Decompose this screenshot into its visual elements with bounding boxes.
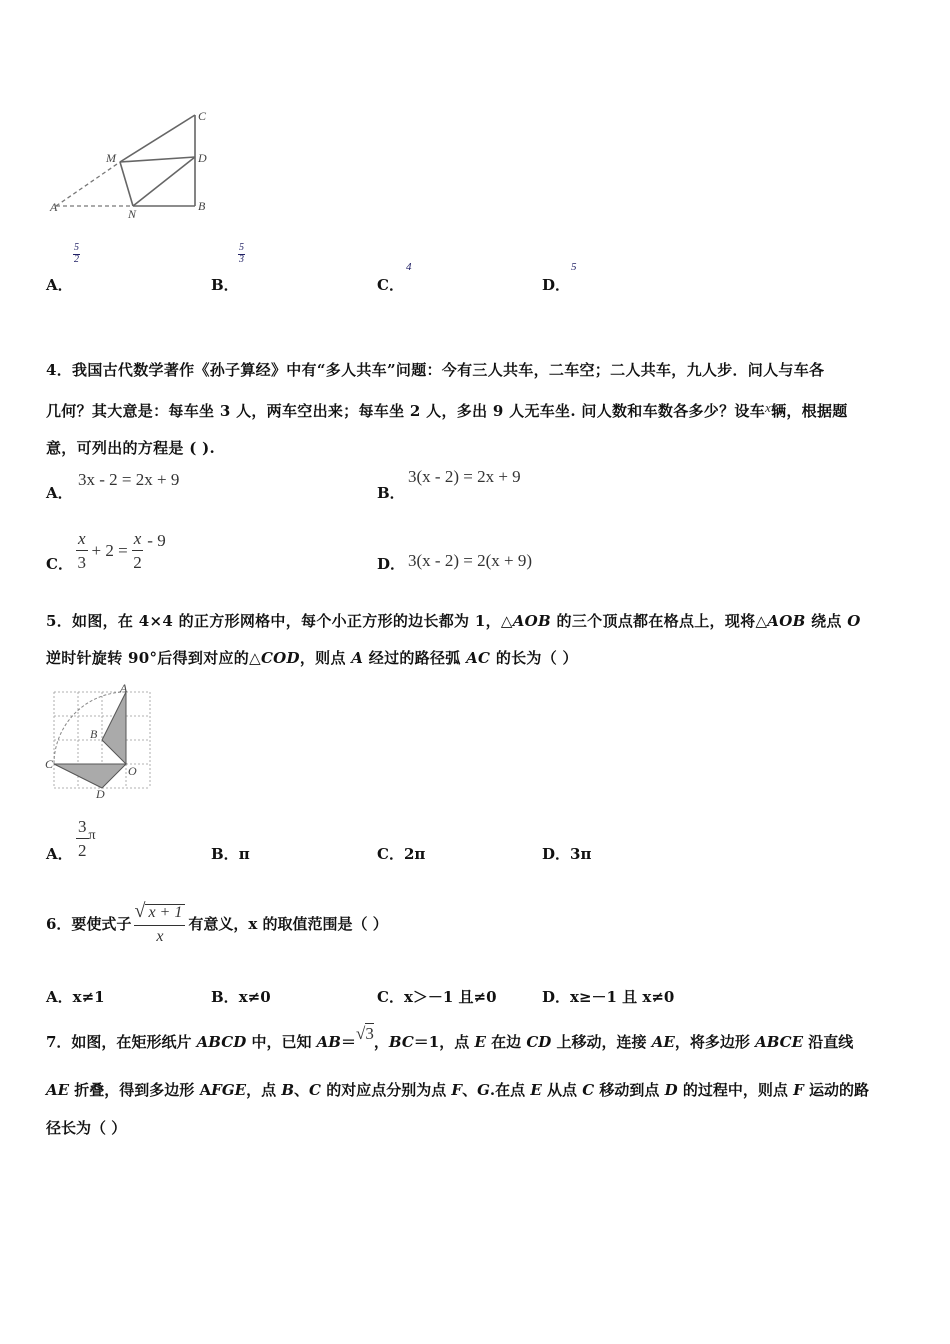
q3-label-n: N bbox=[128, 207, 137, 220]
option-label: D． bbox=[542, 276, 571, 294]
q3-option-b[interactable] bbox=[211, 274, 239, 295]
q3-label-a: A bbox=[50, 200, 58, 214]
q3-line-mc bbox=[120, 115, 195, 162]
q7-line-3: 径长为（ ） bbox=[46, 1119, 127, 1137]
q3-line-md bbox=[120, 157, 195, 162]
q3-figure bbox=[48, 104, 218, 220]
q6-stem: 6．要使式子 √ x + 1 x 有意义，x 的取值范围是（ ） bbox=[46, 900, 388, 945]
q4-option-a[interactable]: A． bbox=[46, 484, 73, 502]
q3-option-d-value: 5 bbox=[571, 261, 577, 273]
q3-line-nd bbox=[133, 157, 195, 206]
sqrt-icon: √ bbox=[356, 1024, 366, 1043]
q4-option-d[interactable]: D． bbox=[377, 555, 406, 573]
q6-option-a[interactable]: A．x≠1 bbox=[46, 988, 105, 1006]
q5-label-d: D bbox=[96, 787, 105, 800]
q5-label-b: B bbox=[90, 727, 98, 741]
q3-label-b: B bbox=[198, 199, 206, 213]
q4-line-3: 意，可列出的方程是 ( ). bbox=[46, 439, 216, 457]
q7-line-2: AE 折叠，得到多边形 AFGE，点 B、C 的对应点分别为点 F、G.在点 E 从点 C 移动到点 D 的过程中，则点 F 运动的路 bbox=[46, 1081, 870, 1099]
q5-option-a[interactable]: A． bbox=[46, 845, 73, 863]
q3-dashed-am bbox=[56, 162, 120, 206]
q6-option-b[interactable]: B．x≠0 bbox=[211, 988, 271, 1006]
q5-triangle-cod bbox=[54, 764, 126, 788]
q3-label-d: D bbox=[198, 151, 207, 165]
q3-line-mn bbox=[120, 162, 133, 206]
q5-label-a: A bbox=[120, 684, 128, 695]
q5-label-c: C bbox=[45, 757, 54, 771]
q4-option-d-equation: 3(x - 2) = 2(x + 9) bbox=[408, 551, 532, 570]
q5-line-1: 5．如图，在 4×4 的正方形网格中，每个小正方形的边长都为 1，△AOB 的三个顶点都在格点上，现将△AOB 绕点 O bbox=[46, 612, 861, 630]
q5-stem bbox=[46, 603, 908, 677]
q4-option-c[interactable]: C． bbox=[46, 555, 73, 573]
q3-option-d[interactable] bbox=[542, 274, 570, 295]
q3-label-c: C bbox=[198, 109, 207, 123]
q5-figure bbox=[44, 684, 156, 800]
q4-option-b-equation: 3(x - 2) = 2x + 9 bbox=[408, 467, 521, 486]
q6-option-d[interactable]: D．x≥－1 且 x≠0 bbox=[542, 988, 675, 1006]
q5-label-o: O bbox=[128, 764, 137, 778]
q3-option-c[interactable] bbox=[377, 274, 404, 295]
q4-option-a-equation: 3x - 2 = 2x + 9 bbox=[78, 470, 180, 489]
q3-option-c-value: 4 bbox=[406, 261, 412, 273]
q4-line-1: 4．我国古代数学著作《孙子算经》中有“多人共车”问题：今有三人共车，二车空；二人共车，九人步．问人与车各 bbox=[46, 361, 825, 379]
sqrt-icon: √ bbox=[134, 900, 146, 922]
q3-option-a-fraction: $\frac{5}{2}$ bbox=[74, 242, 79, 265]
q4-stem bbox=[46, 352, 908, 467]
q6-expression: √ x + 1 x bbox=[134, 901, 185, 945]
q5-option-b[interactable]: B．π bbox=[211, 845, 250, 863]
option-label: B． bbox=[211, 276, 239, 294]
q3-label-m: M bbox=[106, 151, 116, 165]
option-label: A． bbox=[46, 276, 73, 294]
q3-option-a[interactable] bbox=[46, 274, 73, 295]
q5-option-d[interactable]: D．3π bbox=[542, 845, 592, 863]
q5-triangle-aob bbox=[102, 692, 126, 764]
q7-sqrt: √3 bbox=[356, 1024, 374, 1043]
q4-c-left-fraction: $\frac{x}{3}$ bbox=[77, 529, 87, 572]
q3-option-b-fraction: $\frac{5}{3}$ bbox=[239, 242, 244, 265]
q4-c-right-fraction: $\frac{x}{2}$ bbox=[133, 529, 142, 572]
q6-option-c[interactable]: C．x＞－1 且≠0 bbox=[377, 988, 497, 1006]
q5-option-a-value: $\frac{3}{2}$ π bbox=[78, 817, 96, 860]
q5-option-c[interactable]: C．2π bbox=[377, 845, 426, 863]
q7-line-1: 7．如图，在矩形纸片 ABCD 中，已知 AB＝√3，BC＝1，点 E 在边 CD 上移动，连接 AE，将多边形 ABCE 沿直线 bbox=[46, 1024, 854, 1051]
q4-option-b[interactable]: B． bbox=[377, 484, 405, 502]
q5-line-2: 逆时针旋转 90°后得到对应的△COD，则点 A 经过的路径弧 AC 的长为（ ） bbox=[46, 649, 578, 667]
q4-line-2: 几何？其大意是：每车坐 3 人，两车空出来；每车坐 2 人，多出 9 人无车坐. 问人数和车数各多少？设车x辆，根据题 bbox=[46, 400, 848, 420]
option-label: C． bbox=[377, 276, 404, 294]
q4-option-c-equation: $\frac{x}{3}$ + 2 = $\frac{x}{2}$ - 9 bbox=[77, 529, 166, 572]
